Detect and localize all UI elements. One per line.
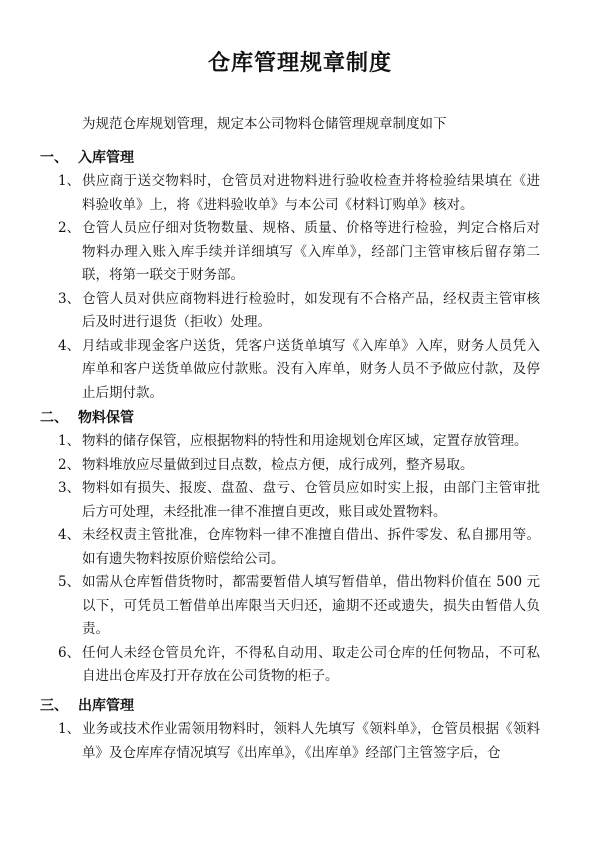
list-item xyxy=(0,454,600,478)
section-number: 三、 xyxy=(40,698,68,714)
item-number: 2、 xyxy=(58,456,81,473)
item-number: 4、 xyxy=(58,337,81,354)
item-text: 月结或非现金客户送货，凭客户送货单填写《入库单》入库，财务人员凭入库单和客户送货单做应付款账。没有入库单，财务人员不予做应付款，及停止后期付款。 xyxy=(82,337,540,401)
item-number: 1、 xyxy=(58,433,81,449)
item-number: 4、 xyxy=(58,527,81,543)
item-text: 未经权责主管批准，仓库物料一律不准擅自借出、拆件零发、私自挪用等。如有遗失物料按原价赔偿给公司。 xyxy=(82,527,540,567)
item-list xyxy=(0,170,600,405)
section-heading xyxy=(0,146,600,170)
item-number: 1、 xyxy=(58,173,81,189)
section-title: 出库管理 xyxy=(78,698,134,714)
list-item xyxy=(0,642,600,689)
list-item xyxy=(0,477,600,524)
item-number: 3、 xyxy=(58,290,81,307)
item-text: 仓管人员对供应商物料进行检验时，如发现有不合格产品，经权责主管审核后及时进行退货（拒收）处理。 xyxy=(82,290,540,330)
list-item xyxy=(0,170,600,217)
document-title: 仓库管理规章制度 xyxy=(207,51,392,76)
intro-paragraph: 为规范仓库规划管理，规定本公司物料仓储管理规章制度如下 xyxy=(82,116,447,132)
item-text: 如需从仓库暂借货物时，都需要暂借人填写暂借单，借出物料价值在 500 元以下，可凭员工暂借单出库限当天归还，逾期不还或遗失，损失由暂借人负责。 xyxy=(82,574,540,637)
section-heading xyxy=(0,694,600,718)
item-text: 物料如有损失、报废、盘盈、盘亏、仓管员应如时实上报，由部门主管审批后方可处理，未经批准一律不准擅自更改，账目或处置物料。 xyxy=(82,480,540,520)
section-inbound xyxy=(0,146,600,405)
section-storage xyxy=(0,406,600,689)
section-title: 入库管理 xyxy=(78,150,134,166)
section-heading xyxy=(0,406,600,430)
item-number: 1、 xyxy=(58,721,81,737)
item-list xyxy=(0,718,600,765)
item-number: 5、 xyxy=(58,574,81,590)
section-outbound xyxy=(0,694,600,765)
item-number: 6、 xyxy=(58,644,81,661)
item-text: 物料的储存保管，应根据物料的特性和用途规划仓库区域，定置存放管理。 xyxy=(82,433,528,449)
list-item xyxy=(0,217,600,288)
item-text: 业务或技术作业需领用物料时，领料人先填写《领料单》，仓管员根据《领料单》及仓库库存情况填写《出库单》，《出库单》经部门主管签字后，仓 xyxy=(82,721,540,761)
section-title: 物料保管 xyxy=(78,410,134,426)
item-text: 任何人未经仓管员允许，不得私自动用、取走公司仓库的任何物品，不可私自进出仓库及打开存放在公司货物的柜子。 xyxy=(82,644,540,684)
item-text: 供应商于送交物料时，仓管员对进物料进行验收检查并将检验结果填在《进料验收单》上，将《进料验收单》与本公司《材料订购单》核对。 xyxy=(82,173,540,213)
item-number: 2、 xyxy=(58,220,81,236)
list-item xyxy=(0,571,600,642)
section-number: 二、 xyxy=(40,410,68,426)
list-item xyxy=(0,718,600,765)
list-item xyxy=(0,430,600,454)
list-item xyxy=(0,524,600,571)
item-list xyxy=(0,430,600,689)
list-item xyxy=(0,288,600,335)
item-number: 3、 xyxy=(58,480,81,496)
section-number: 一、 xyxy=(40,150,68,166)
item-text: 物料堆放应尽量做到过目点数，检点方便，成行成列，整齐易取。 xyxy=(82,456,474,473)
item-text: 仓管人员应仔细对货物数量、规格、质量、价格等进行检验，判定合格后对物料办理入账入库手续并详细填写《入库单》，经部门主管审核后留存第二联，将第一联交于财务部。 xyxy=(82,220,540,283)
list-item xyxy=(0,335,600,406)
